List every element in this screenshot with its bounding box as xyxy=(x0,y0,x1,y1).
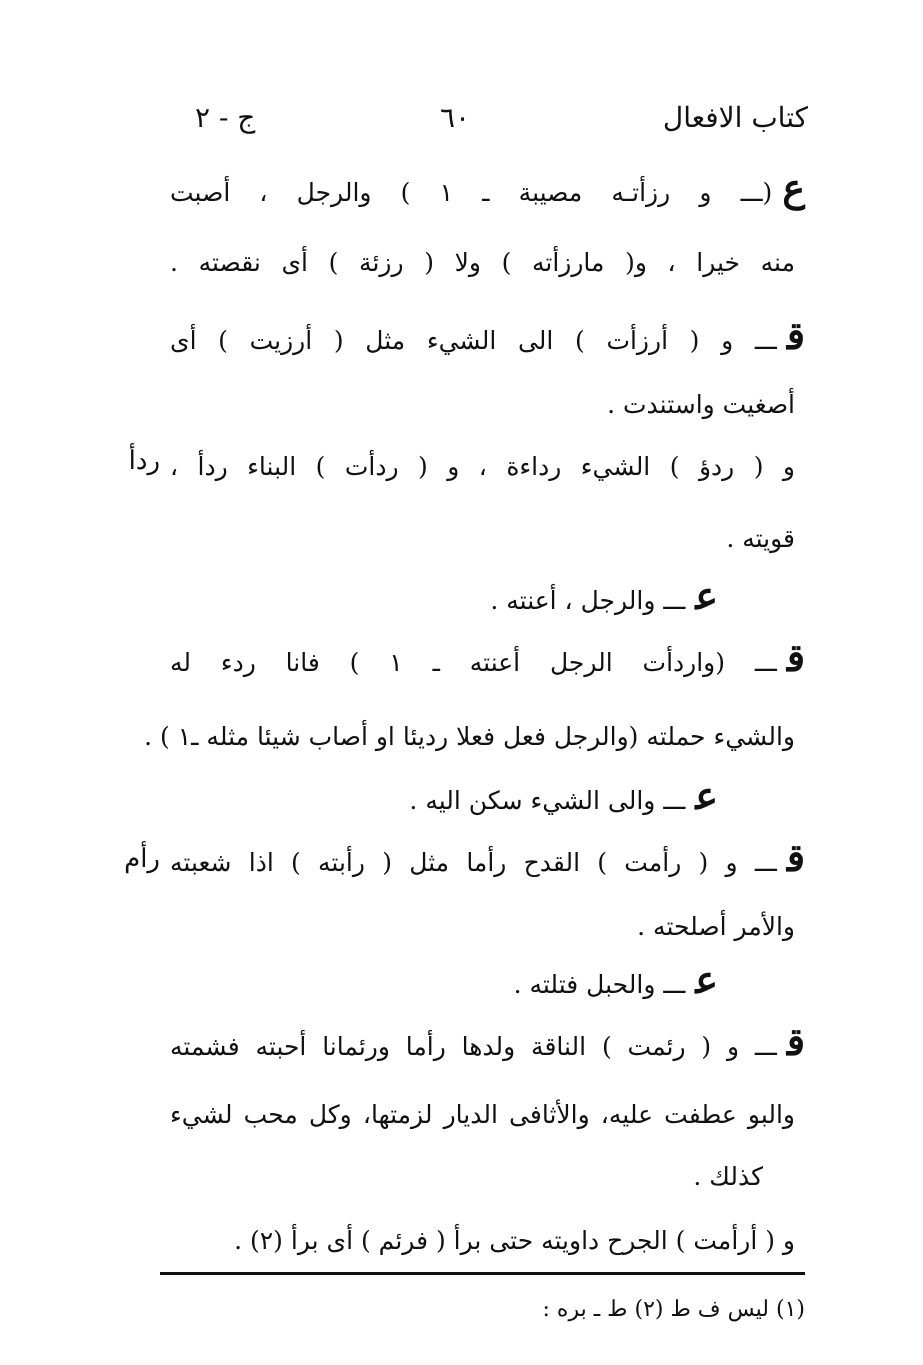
page-number: ٦٠ xyxy=(440,101,471,134)
text-line xyxy=(726,506,805,562)
line-lead-letter: ع xyxy=(695,573,718,618)
margin-root-word: رأم xyxy=(124,844,160,874)
line-lead-letter: ق xyxy=(786,1019,805,1064)
line-text: ـــ (واردأت الرجل أعنته ـ ١ ) فانا ردء له xyxy=(170,648,777,677)
line-lead-letter: ق xyxy=(786,835,805,880)
text-line xyxy=(170,308,805,364)
text-line xyxy=(234,1208,805,1264)
text-line xyxy=(514,952,718,1008)
margin-root-word: ردأ xyxy=(128,446,160,476)
text-line xyxy=(170,160,805,216)
line-lead-letter: ع xyxy=(695,773,718,818)
book-title: كتاب الافعال xyxy=(662,101,808,134)
line-lead-letter: ق xyxy=(786,635,805,680)
line-lead-letter: ع xyxy=(782,165,805,210)
text-line xyxy=(693,1144,773,1200)
line-text: ـــ و ( رأمت ) القدح رأما مثل ( رأبته ) اذا شعبته xyxy=(170,848,777,877)
line-text: ـــ و ( أرزأت ) الى الشيء مثل ( أرزيت ) أى xyxy=(170,326,777,355)
text-line xyxy=(170,1082,805,1138)
line-text: و ( ردؤ ) الشيء رداءة ، و ( ردأت ) البناء ردأ ، xyxy=(170,452,795,481)
text-line xyxy=(607,372,805,428)
text-line xyxy=(144,704,805,760)
footnote-divider xyxy=(160,1272,805,1275)
line-text: ـــ والرجل ، أعنته . xyxy=(490,586,686,615)
text-line xyxy=(170,630,805,686)
line-lead-letter: ق xyxy=(786,313,805,358)
line-text: قويته . xyxy=(726,524,795,553)
line-text: والشيء حملته (والرجل فعل فعلا رديئا او أصاب شيئا مثله ـ١ ) . xyxy=(144,722,795,751)
footnote: (١) ليس ف ط (٢) ط ـ بره : xyxy=(542,1297,805,1322)
line-text: (ـــ و رزأتـه مصيبة ـ ١ ) والرجل ، أصبت xyxy=(170,178,773,207)
text-line xyxy=(170,830,805,886)
text-line xyxy=(637,894,805,950)
line-lead-letter: ع xyxy=(695,957,718,1002)
line-text: أصغيت واستندت . xyxy=(607,390,795,419)
line-text: ـــ والحبل فتلته . xyxy=(513,970,686,999)
line-text: منه خيرا ، و( مارزأته ) ولا ( رزئة ) أى نقصته . xyxy=(170,248,795,277)
line-text: ـــ والى الشيء سكن اليه . xyxy=(409,786,686,815)
text-line xyxy=(170,434,805,490)
line-text: ـــ و ( رئمت ) الناقة ولدها رأما ورئمانا أحبته فشمته xyxy=(170,1032,777,1061)
text-line xyxy=(409,768,718,824)
line-text: والبو عطفت عليه، والأثافى الديار لزمتها، وكل محب لشيء xyxy=(170,1100,795,1129)
line-text: كذلك . xyxy=(693,1162,763,1191)
volume-number: ج - ٢ xyxy=(195,101,256,134)
text-line xyxy=(170,230,805,286)
line-text: والأمر أصلحته . xyxy=(637,912,795,941)
line-text: و ( أرأمت ) الجرح داويته حتى برأ ( فرئم ) أى برأ (٢) . xyxy=(234,1226,795,1255)
text-line xyxy=(170,1014,805,1070)
text-line xyxy=(490,568,718,624)
